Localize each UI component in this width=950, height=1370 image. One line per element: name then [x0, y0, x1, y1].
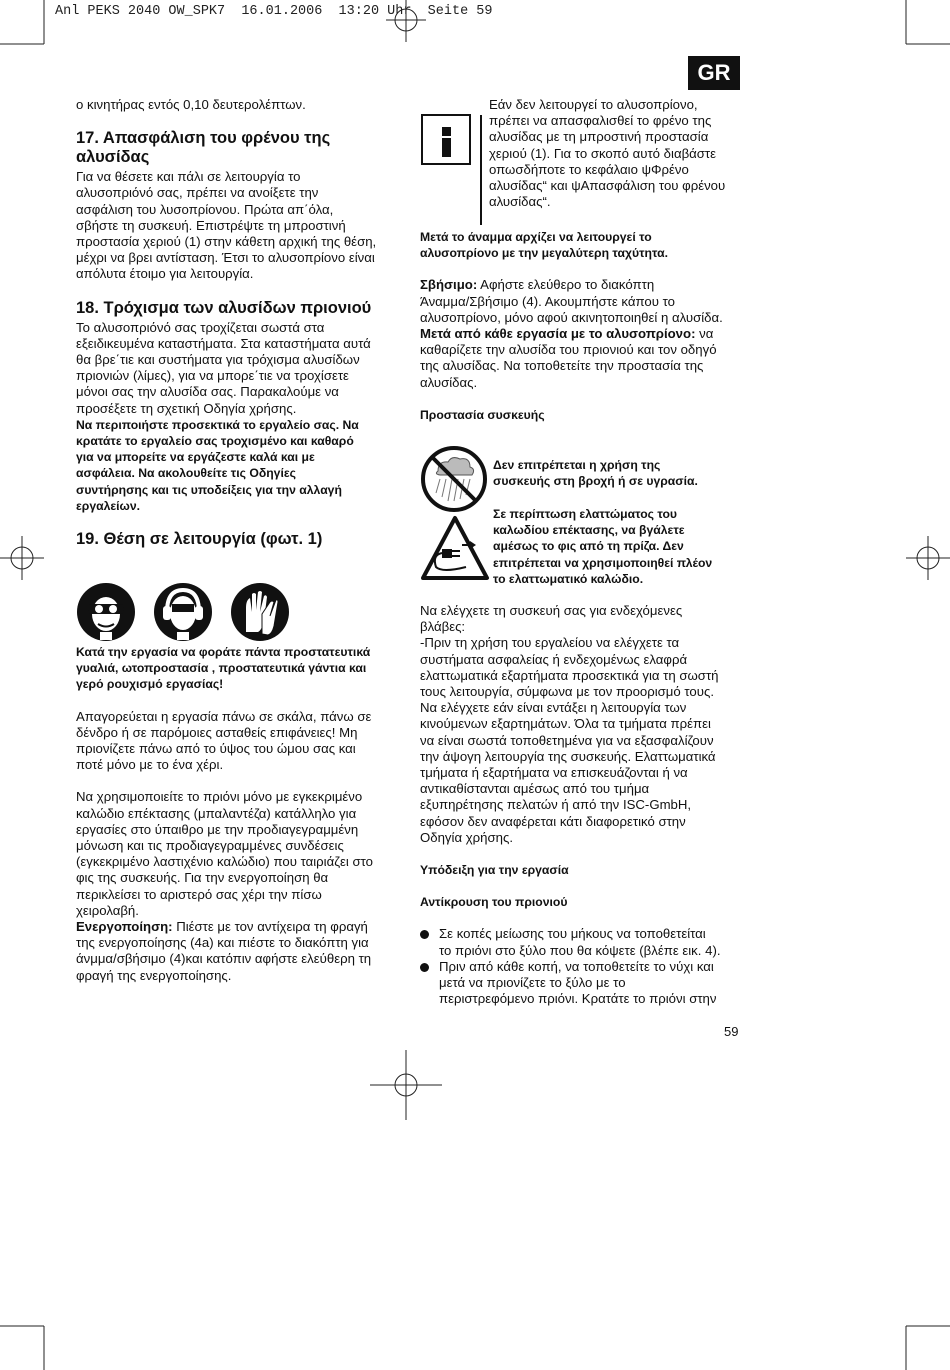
activation-paragraph: Ενεργοποίηση: Πιέστε με τον αντίχειρα τη φραγή της ενεργοποίησης (4a) και πιέστε το διακόπτη για άνμμα/σβήσιμο (4)και κατόπιν αφήστε ελεύθερη τη φραγή της ενεργοποίησης.: [76, 919, 372, 983]
cable-warning-icon: [420, 515, 490, 581]
rain-warning: Δεν επιτρέπεται η χρήση της συσκευής στη βροχή ή σε υγρασία.: [493, 458, 698, 489]
section-17-title: 17. Απασφάλιση του φρένου της αλυσίδας: [76, 129, 331, 167]
info-icon: [421, 114, 471, 165]
section-18-title: 18. Τρόχισμα των αλυσίδων πριονιού: [76, 298, 372, 317]
info-divider: [480, 115, 482, 225]
speed-note: Μετά το άναμμα αρχίζει να λειτουργεί το αλυσοπρίονο με την μεγαλύτερη ταχύτητα.: [420, 230, 668, 261]
list-item: Σε κοπές μείωσης του μήκους να τοποθετείται το πριόνι στο ξύλο που θα κόψετε (βλέπε εικ. 4).: [420, 926, 750, 958]
safety-goggles-icon: [76, 582, 136, 642]
left-column-lower: [76, 644, 406, 984]
print-header: Anl PEKS 2040 OW_SPK7 16.01.2006 13:20 Uhr Seite 59: [55, 4, 493, 19]
section-18-text: Το αλυσοπριόνό σας τροχίζεται σωστά στα εξειδικευμένα καταστήματα. Στα καταστήματα αυτά θα βρε΄τιε και συστήματα για τρόχισμα αλυσίδων πριονιών (λίμες), για να μπορε΄τιε να τροχίσετε μόνοι σας την αλυσίδα σας. Παρακαλούμε να προσέξετε τη σχετική Οδηγία χρήσης.: [76, 319, 371, 416]
safety-gloves-icon: [230, 582, 290, 642]
shutdown-paragraph: Σβήσιμο: Αφήστε ελεύθερο το διακόπτη Άναμμα/Σβήσιμο (4). Ακουμπήστε κάπου το αλυσοπρίονο, μόνο αφού ακινητοποιηθεί η αλυσίδα. Μετά από κάθε εργασία με το αλυσοπρίονο: να καθαρίζετε την αλυσίδα του πριονιού και τον οδηγό της αλυσίδας. Να τοποθετείτε την προστασία της αλυσίδας.: [420, 277, 723, 390]
bullet-icon: [420, 930, 429, 939]
intro-line: ο κινητήρας εντός 0,10 δευτερολέπτων.: [76, 97, 306, 112]
section-17-text: Για να θέσετε και πάλι σε λειτουργία το αλυσοπριόνό σας, πρέπει να ανοίξετε την ασφάλιση του λυσοπρίονου. Πρώτα απ΄όλα, σβήστε τη συσκευή. Επιστρέψτε τη μπροστινή προστασία χεριού (1) στην κάθετη αρχική της θέση, μέχρι να βρει αντίσταση. Έτσι το αλυσοπρίονο είναι απόλυτα έτοιμο για λειτουργία.: [76, 169, 377, 282]
language-badge: GR: [688, 56, 740, 90]
list-item: Πριν από κάθε κοπή, να τοποθετείτε το νύχι και μετά να πριονίζετε το ξύλο με το περιστρεφόμενο πριόνι. Κρατάτε το πριόνι στην: [420, 959, 750, 1008]
device-protection-heading: Προστασία συσκευής: [420, 407, 545, 422]
kickback-heading: Αντίκρουση του πριονιού: [420, 895, 568, 910]
ppe-warning: Κατά την εργασία να φοράτε πάντα προστατευτικά γυαλιά, ωτοπροστασία , προστατευτικά γάντια και γερό ρουχισμό εργασίας!: [76, 645, 371, 692]
cable-paragraph: Να χρησιμοποιείτε το πριόνι μόνο με εγκεκριμένο καλώδιο επέκτασης (μπαλαντέζα) κατάλληλο για εργασίες στο ύπαιθρο με την προδιαγεγραμμένη μόνωση και τις προδιαγεγραμμένες συνδέσεις (εγκεκριμένο λαστιχένιο καλώδιο) που ταιριάζει στο φις της συσκευής. Για την ενεργοποίηση θα περικλείσει το αριστερό σας χέρι την πίσω χειρολαβή.: [76, 789, 373, 918]
no-rain-icon: [420, 445, 488, 513]
right-column-lower: [420, 603, 750, 1007]
activation-label: Ενεργοποίηση:: [76, 919, 173, 935]
right-column: [420, 229, 750, 423]
left-column: [76, 97, 406, 551]
section-18-bold-text: Να περιποιήστε προσεκτικά το εργαλείο σας. Να κρατάτε το εργαλείο σας τροχισμένο και καθαρό για να μπορείτε να εργάζεστε καλά και με ασφάλεια. Να ακολουθείτε τις Οδηγίες συντήρησης και τις υποδείξεις για την αλλαγή εργαλείων.: [76, 417, 359, 513]
check-paragraph: Να ελέγχετε τη συσκευή σας για ενδεχόμενες βλάβες: -Πριν τη χρήση του εργαλείου να ελέγχετε τα συστήματα ασφαλείας ή ενδεχομένως ελαφρά ελαττωματικά εξαρτήματα προσεκτικά για τη σωστή τους λειτουργία, σύμφωνα με τον προορισμό τους. Να ελέγχετε εάν είναι εντάξει η λειτουργία των κινούμενων εξαρτημάτων. Όλα τα τμήματα πρέπει να είναι σωστά τοποθετημένα για να εξασφαλίζουν την άψογη λειτουργία της συσκευής. Ελαττωματικά τμήματα ή εξαρτήματα να επισκευάζονται ή να αντικαθίστανται αμέσως από του τμήμα εξυπηρέτησης πελατών ή από την ISC-GmbH, εφόσον δεν αναφέρεται κάτι διαφορετικό στην Οδηγία χρήσης.: [420, 603, 719, 845]
work-notes-heading: Υπόδειξη για την εργασία: [420, 863, 569, 878]
info-note: Εάν δεν λειτουργεί το αλυσοπρίονο, πρέπει να απασφαλισθεί το φρένο της αλυσίδας με τη μπροστινή προστασία χεριού (1). Για το σκοπό αυτό διαβάστε οπωσδήποτε το κεφάλαιο ψΦρένο αλυσίδας“ και ψΑπασφάλιση του φρένου αλυσίδας“.: [489, 97, 726, 210]
ladder-paragraph: Απαγορεύεται η εργασία πάνω σε σκάλα, πάνω σε δένδρο ή σε παρόμοιες ασταθείς επιφάνειες! Μη πριονίζετε πάνω από το ύψος του ώμου σας και ποτέ μόνο με το ένα χέρι.: [76, 708, 372, 773]
bullet-icon: [420, 963, 429, 972]
page-number: 59: [724, 1024, 739, 1039]
section-19-title: 19. Θέση σε λειτουργία (φωτ. 1): [76, 530, 323, 549]
cable-warning: Σε περίπτωση ελαττώματος του καλωδίου επέκτασης, να βγάλετε αμέσως το φις από τη πρίζα. Δεν επιτρέπεται να χρησιμοποιηθεί πλέον το ελαττωματικό καλώδιο.: [493, 507, 713, 586]
ear-protection-icon: [153, 582, 213, 642]
